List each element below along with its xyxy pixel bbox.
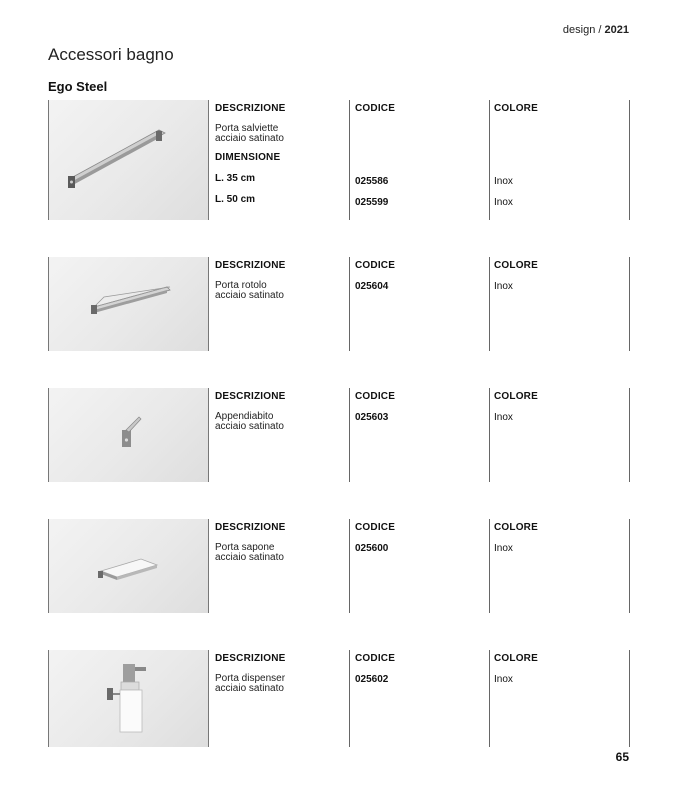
header-brand: design / [562, 24, 602, 36]
codice-label: CODICE [355, 260, 396, 271]
colore-label: COLORE [494, 103, 538, 114]
description-line: Appendiabito [215, 411, 274, 422]
material-line: acciaio satinato [215, 683, 284, 694]
colore-label: COLORE [494, 653, 538, 664]
material-line: acciaio satinato [215, 290, 284, 301]
soap-holder-image [48, 519, 209, 613]
product-soap-holder [48, 519, 630, 613]
codice-label: CODICE [355, 522, 396, 533]
description-line: Porta sapone [215, 542, 275, 553]
roll-holder-image [48, 257, 209, 351]
code-value: 025603 [355, 412, 389, 423]
dimension-value: L. 35 cm [215, 173, 256, 184]
page-header [563, 24, 629, 36]
towel-holder-image [48, 100, 209, 220]
code-value: 025602 [355, 674, 389, 685]
color-value: Inox [494, 281, 513, 292]
product-towel-holder [48, 100, 630, 220]
code-value: 025604 [355, 281, 389, 292]
code-value: 025599 [355, 197, 389, 208]
robe-hook-image [48, 388, 209, 482]
product-roll-holder [48, 257, 630, 351]
product-dispenser-holder [48, 650, 630, 747]
description-line: Porta rotolo [215, 280, 267, 291]
descrizione-label: DESCRIZIONE [215, 103, 286, 114]
color-value: Inox [494, 197, 513, 208]
description-line: Porta dispenser [215, 673, 286, 684]
product-robe-hook [48, 388, 630, 482]
colore-label: COLORE [494, 391, 538, 402]
dispenser-holder-image [48, 650, 209, 747]
material-line: acciaio satinato [215, 421, 284, 432]
code-value: 025586 [355, 176, 389, 187]
codice-label: CODICE [355, 391, 396, 402]
codice-label: CODICE [355, 653, 396, 664]
dimension-value: L. 50 cm [215, 194, 256, 205]
page-title: Accessori bagno [48, 45, 174, 64]
descrizione-label: DESCRIZIONE [215, 260, 286, 271]
material-line: acciaio satinato [215, 133, 284, 144]
colore-label: COLORE [494, 522, 538, 533]
color-value: Inox [494, 412, 513, 423]
section-subtitle: Ego Steel [48, 79, 108, 94]
descrizione-label: DESCRIZIONE [215, 653, 286, 664]
code-value: 025600 [355, 543, 389, 554]
descrizione-label: DESCRIZIONE [215, 391, 286, 402]
header-year: 2021 [604, 24, 629, 36]
descrizione-label: DESCRIZIONE [215, 522, 286, 533]
color-value: Inox [494, 543, 513, 554]
page-number: 65 [615, 750, 629, 764]
color-value: Inox [494, 674, 513, 685]
color-value: Inox [494, 176, 513, 187]
codice-label: CODICE [355, 103, 396, 114]
material-line: acciaio satinato [215, 552, 284, 563]
colore-label: COLORE [494, 260, 538, 271]
dimensione-label: DIMENSIONE [215, 152, 281, 163]
description-line: Porta salviette [215, 123, 279, 134]
